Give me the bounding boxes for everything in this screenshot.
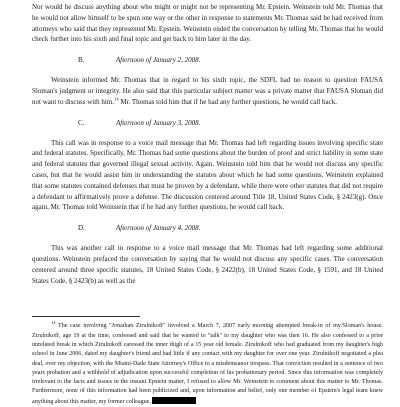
section-title: Afternoon of January 4, 2008. [116, 224, 201, 233]
paragraph-continuation: Nor would he discuss anything about who might or might not be representing Mr. Epstein. Weinstein told Mr. Thomas that he would not allow himself to be spun one way or the other in response to statements Mr. Thomas said he had received from attorneys who said that they represented Mr. Epstein. Weinstein ended the conversation by telling Mr. Thomas that he would check further into his sixth and final topic and get back to him later in the day. [32, 3, 383, 44]
section-title: Afternoon of January 3, 2008. [116, 118, 201, 127]
footnote-marker: 14 [114, 96, 119, 102]
section-letter: C. [78, 118, 85, 127]
footnote-number: 14 [51, 320, 56, 326]
footnote-divider [32, 316, 140, 317]
section-heading-d [32, 223, 383, 233]
section-heading-b [32, 55, 383, 65]
paragraph-section-b [32, 75, 383, 107]
redaction-block [152, 397, 196, 404]
section-title: Afternoon of January 2, 2008. [116, 56, 201, 65]
section-heading-c [32, 118, 383, 128]
footnote [32, 322, 383, 407]
paragraph-text: Mr. Thomas told him that if he had any further questions, he would call back. [118, 97, 337, 106]
section-letter: D. [78, 224, 85, 233]
footnote-text: The case involving "Jonathan Zirulnikoff" involved a March 7, 2007 early morning attempted break-in of my/Sloman's house. Zirulnikoff, age 19 at the time, confessed and said that he wanted to "talk" to my daughter who was then 16. He also confessed to a prior unrelated break in which Zirulnikoff caressed the inner thigh of a 15 year old female. Zirulnikoff who had graduated from my daughter's high school in June 2006, dated my daughter's friend and had little if any contact with my daughter for over one year. Zirulnikoff negotiated a plea deal, over my objection, with the Miami-Dade State Attorney's Office to a misdemeanor trespass. That conviction resulted in a sentence of two years probation and a withhold of adjudication upon successful completion of his probationary period. Since this information was completely irrelevant to the facts and issues in the instant Epstein matter, I refused to allow Mr. Weinstein to comment about this matter to Mr. Thomas. Furthermore, none of this information had been publicized and, upon information and belief, only one member of Epstein's legal team knew anything about this matter, my former colleague, [32, 323, 383, 405]
paragraph-section-d: This was another call in response to a voice mail message that Mr. Thomas had left regarding some additional questions. Weinstein prefaced the conversation by saying that he would not discuss any specific cases. The conversation centered around three specific statutes, 18 United States Code, § 2422(b), 18 United States Code, § 1591, and 18 United States Code, § 2423(b) as well as the [32, 244, 383, 285]
paragraph-text: Weinstein informed Mr. Thomas that in regard to his sixth topic, the SDFL had no reason to question FAUSA Sloman's judgment or integrity. He also said that this particular subject matter was a private matter that FAUSA Sloman did not want to discuss with him. [32, 76, 383, 106]
section-letter: B. [78, 56, 85, 65]
paragraph-section-c: This call was in response to a voice mail message that Mr. Thomas had left regarding issues involving specific state and federal statutes. Specifically, Mr. Thomas had some questions about the burden of proof and strict liability in some state and federal statutes that governed illegal sexual activity. Again, Weinstein told him that he would not discuss any specific cases, but that he would assist him in understanding the statutes about which he had some questions. Weinstein explained that some statutes contained defenses that must be proven by a defendant, while there were other statutes that did not require a defendant to affirmatively prove a defense. The discussion centered around Title 18, United States Code, § 2423(g). Once again, Mr. Thomas told Weinstein that if he had any further questions, he would call back. [32, 138, 383, 212]
